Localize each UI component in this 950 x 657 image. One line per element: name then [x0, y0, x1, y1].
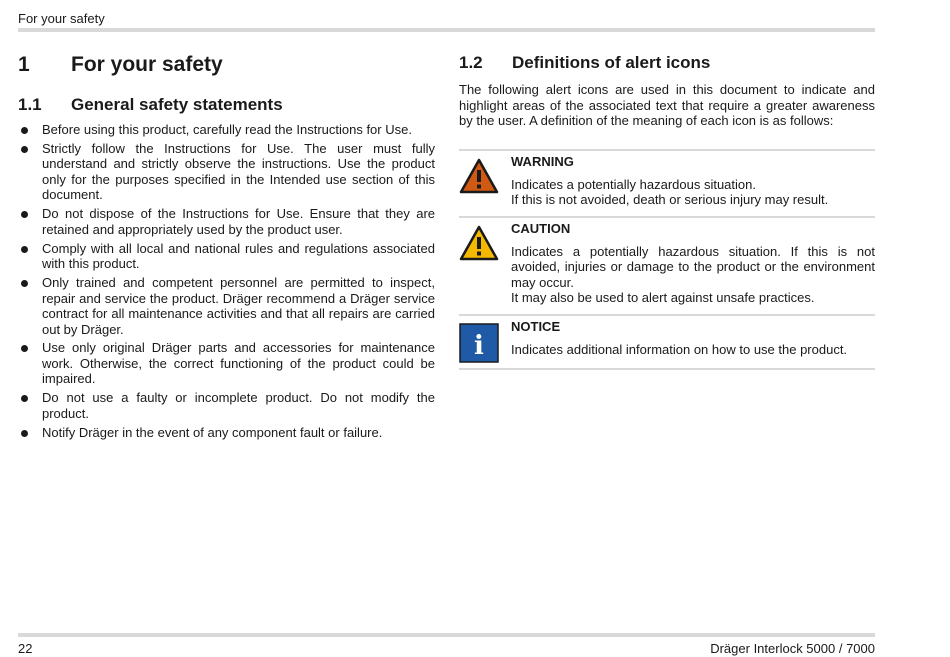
footer-product-name: Dräger Interlock 5000 / 7000 — [710, 641, 875, 656]
list-item — [18, 122, 435, 138]
list-item-text: Do not dispose of the Instructions for Use. Ensure that they are retained and appropriately used by the product user. — [42, 206, 435, 237]
table-row — [459, 216, 875, 314]
list-item-text: Notify Dräger in the event of any component fault or failure. — [42, 424, 383, 440]
list-item — [18, 206, 435, 237]
alert-line: It may also be used to alert against unsafe practices. — [511, 290, 815, 305]
alert-description — [511, 244, 875, 314]
alert-line: If this is not avoided, death or serious injury may result. — [511, 192, 829, 207]
section-title: General safety statements — [71, 95, 283, 114]
list-item — [18, 425, 435, 441]
table-row — [459, 314, 875, 370]
list-item — [18, 141, 435, 203]
list-item — [18, 340, 435, 387]
bullet-icon — [21, 127, 28, 134]
list-item-text: Do not use a faulty or incomplete product. Do not modify the product. — [42, 390, 435, 421]
chapter-title: For your safety — [71, 53, 223, 76]
bullet-icon — [21, 345, 28, 352]
list-item — [18, 390, 435, 421]
left-column — [18, 50, 435, 444]
svg-text:i: i — [474, 330, 484, 361]
section-number: 1.2 — [459, 53, 483, 72]
list-item — [18, 275, 435, 337]
bullet-icon — [21, 211, 28, 218]
list-item-text: Before using this product, carefully read the Instructions for Use. — [42, 122, 412, 137]
list-item-text: Strictly follow the Instructions for Use. The user must fully understand and strictly observe the instructions. Use the product only for the purposes specified in the Intended use section of this document. — [42, 140, 435, 203]
bullet-icon — [21, 395, 28, 402]
section-heading-alerts — [459, 52, 875, 74]
running-head: For your safety — [18, 11, 105, 26]
bullet-icon — [21, 246, 28, 253]
chapter-number: 1 — [18, 53, 30, 76]
alert-line: Indicates additional information on how to use the product. — [511, 341, 848, 357]
alert-title: WARNING — [511, 153, 574, 169]
alert-definitions-table — [459, 149, 875, 370]
alert-description — [511, 342, 875, 367]
section-heading-general — [18, 94, 435, 116]
alert-description — [511, 177, 875, 216]
bullet-icon — [21, 430, 28, 437]
alert-title: CAUTION — [511, 220, 571, 236]
list-item-text: Comply with all local and national rules and regulations associated with this product. — [42, 240, 435, 272]
table-row — [459, 149, 875, 216]
list-item — [18, 241, 435, 272]
chapter-heading — [18, 50, 435, 80]
bullet-icon — [21, 146, 28, 153]
list-item-text: Use only original Dräger parts and accessories for maintenance work. Otherwise, the correct functioning of the product could be impaired. — [42, 340, 435, 387]
section-number: 1.1 — [18, 95, 42, 114]
caution-triangle-icon — [459, 225, 499, 261]
header-rule — [18, 28, 875, 32]
bullet-icon — [21, 280, 28, 287]
list-item-text: Only trained and competent personnel are permitted to inspect, repair and service the product. Dräger recommend a Dräger service contract for all maintenance activities and that all repairs are carried out by Dräger. — [42, 275, 435, 337]
alert-line: Indicates a potentially hazardous situation. If this is not avoided, injuries or damage to the product or the environment may occur. — [511, 243, 875, 290]
page-number: 22 — [18, 641, 33, 656]
safety-statement-list — [18, 122, 435, 440]
alerts-intro: The following alert icons are used in this document to indicate and highlight areas of the associated text that require a greater awareness by the user. A definition of the meaning of each icon is as follows: — [459, 82, 875, 128]
warning-triangle-icon — [459, 158, 499, 194]
alert-title: NOTICE — [511, 318, 561, 334]
alert-line: Indicates a potentially hazardous situation. — [511, 176, 756, 192]
footer-rule — [18, 633, 875, 637]
right-column — [459, 52, 875, 370]
info-icon — [459, 323, 499, 363]
section-title: Definitions of alert icons — [512, 53, 711, 72]
